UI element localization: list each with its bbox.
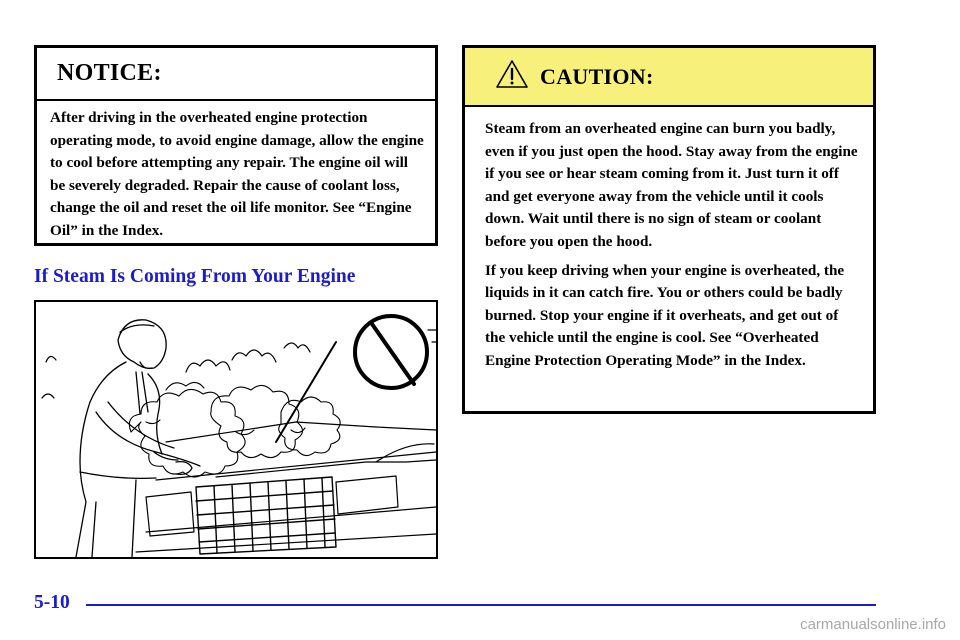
steam-engine-illustration [34,300,438,559]
person-figure [76,320,200,557]
warning-triangle-icon [495,59,529,89]
watermark: carmanualsonline.info [800,616,946,633]
caution-paragraph-1: Steam from an overheated engine can burn you badly, even if you just open the hood. Stay away from the engine if you see or hear steam coming from it. Just turn it off and get everyone away from the vehicle until it cools down. Wait until there is no sign of steam or coolant before you open the hood. [485,120,858,250]
steam-clouds [129,382,340,477]
footer-rule [86,604,876,606]
caution-header [465,48,873,107]
prohibition-circle-icon [355,316,427,388]
caution-title: CAUTION: [540,63,654,89]
caution-box [462,45,876,414]
page-number: 5-10 [34,592,70,613]
car-grille [196,477,336,554]
notice-header [37,48,435,101]
notice-body: After driving in the overheated engine protection operating mode, to avoid engine damage, allow the engine to cool before attempting any repair. The engine oil will be severely degraded. Repair the cause of coolant loss, change the oil and reset the oil life monitor. See “Engine Oil” in the Index. [50,109,424,239]
notice-box [34,45,438,246]
notice-title: NOTICE: [57,60,162,86]
section-heading: If Steam Is Coming From Your Engine [34,266,356,287]
caution-paragraph-2: If you keep driving when your engine is overheated, the liquids in it can catch fire. You or others could be badly burned. Stop your engine if it overheats, and get out of the vehicle until the engine is cool. See “Overheated Engine Protection Operating Mode” in the Index. [485,261,845,369]
caution-body [465,107,873,373]
